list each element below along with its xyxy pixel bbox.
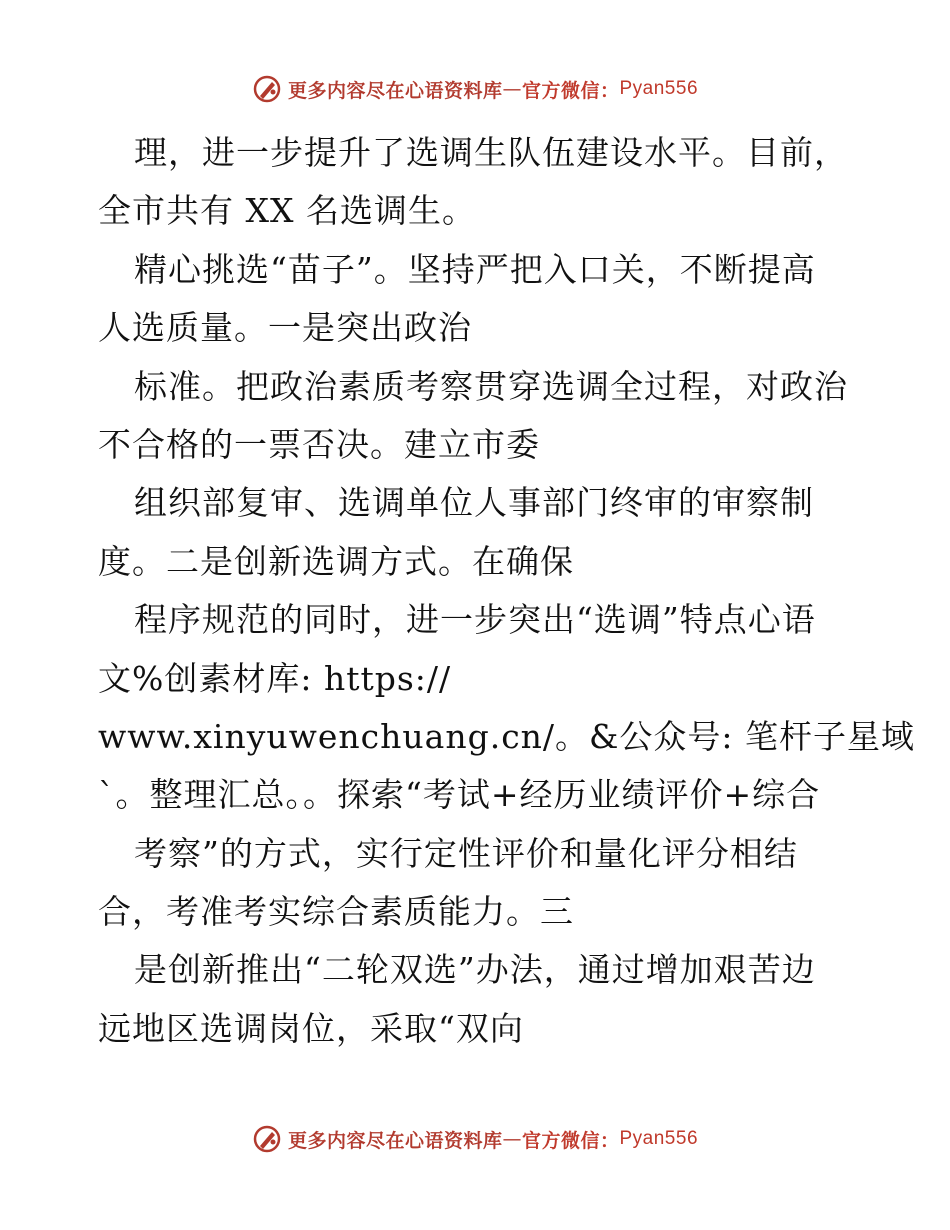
body-line: 文%创素材库: https://: [98, 658, 452, 698]
body-line: 程序规范的同时，进一步突出“选调”特点心语: [134, 600, 816, 640]
banner-lead-text: 更多内容尽在心语资料库: [287, 79, 503, 102]
banner-wechat-label: 官方微信：: [521, 1129, 620, 1152]
body-line: 度。二是创新选调方式。在确保: [98, 541, 574, 581]
banner-wechat-id: Pyan556: [619, 78, 699, 99]
footer-watermark-banner: [0, 1124, 950, 1154]
banner-lead-text: 更多内容尽在心语资料库: [287, 1129, 503, 1152]
body-line: www.xinyuwenchuang.cn/。&公众号: 笔杆子星域: [98, 716, 916, 756]
document-body: [98, 124, 916, 1058]
body-line: 考察”的方式，实行定性评价和量化评分相结: [134, 833, 798, 873]
body-line: 远地区选调岗位，采取“双向: [98, 1008, 524, 1048]
body-line: 组织部复审、选调单位人事部门终审的审察制: [134, 483, 814, 523]
body-line: 人选质量。一是突出政治: [98, 308, 472, 348]
body-line: 全市共有 XX 名选调生。: [98, 191, 476, 231]
body-line: 是创新推出“二轮双选”办法，通过增加艰苦边: [134, 950, 816, 990]
body-line: 标准。把政治素质考察贯穿选调全过程，对政治: [134, 366, 848, 406]
header-watermark-banner: [0, 74, 950, 104]
body-line: `。整理汇总。。探索“考试+经历业绩评价+综合: [98, 775, 821, 815]
banner-separator: —: [502, 1128, 522, 1150]
body-line: 精心挑选“苗子”。坚持严把入口关，不断提高: [134, 249, 816, 289]
body-line: 不合格的一票否决。建立市委: [98, 424, 540, 464]
banner-wechat-id: Pyan556: [619, 1128, 699, 1149]
body-line: 理，进一步提升了选调生队伍建设水平。目前，: [134, 133, 848, 172]
body-line: 合，考准考实综合素质能力。三: [98, 892, 574, 932]
banner-wechat-label: 官方微信：: [521, 79, 620, 102]
pen-circle-logo-icon: [252, 74, 282, 104]
pen-circle-logo-icon: [252, 1124, 282, 1154]
banner-separator: —: [502, 78, 522, 100]
